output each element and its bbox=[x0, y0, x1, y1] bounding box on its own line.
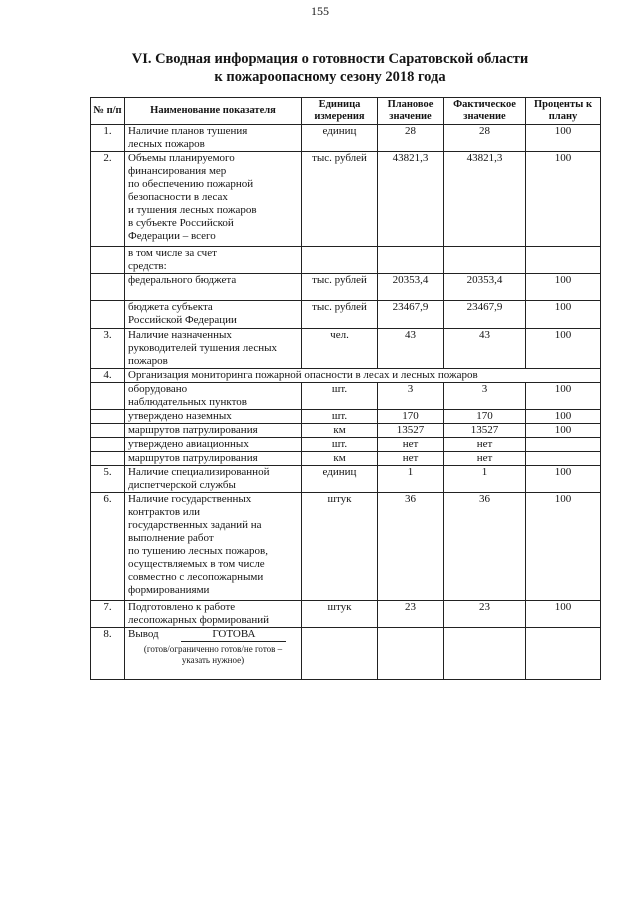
table-row bbox=[91, 301, 601, 329]
conclusion-value: ГОТОВА bbox=[181, 628, 286, 642]
name-line: пожаров bbox=[128, 355, 168, 367]
percent-value bbox=[526, 628, 601, 680]
header-percent: Проценты к плану bbox=[526, 98, 601, 125]
title-line-1: VI. Сводная информация о готовности Саратовской области bbox=[131, 51, 529, 67]
indicator-name: маршрутов патрулирования bbox=[125, 452, 302, 466]
header-fact: Фактическое значение bbox=[444, 98, 526, 125]
fact-value: 43 bbox=[444, 329, 526, 369]
table-row bbox=[91, 383, 601, 410]
name-line: по тушению лесных пожаров, bbox=[128, 545, 268, 557]
name-line: Наличие планов тушения bbox=[128, 125, 248, 137]
plan-value: 170 bbox=[378, 410, 444, 424]
title-line-2: к пожароопасному сезону 2018 года bbox=[214, 69, 446, 85]
fact-value: 28 bbox=[444, 125, 526, 152]
percent-value: 100 bbox=[526, 301, 601, 329]
row-number bbox=[91, 247, 125, 274]
conclusion-cell bbox=[125, 628, 302, 680]
plan-value: 3 bbox=[378, 383, 444, 410]
plan-value: нет bbox=[378, 438, 444, 452]
unit-cell: тыс. рублей bbox=[302, 152, 378, 247]
plan-value: 20353,4 bbox=[378, 274, 444, 301]
fact-value: 170 bbox=[444, 410, 526, 424]
unit-cell: км bbox=[302, 452, 378, 466]
percent-value: 100 bbox=[526, 493, 601, 601]
name-line: Российской Федерации bbox=[128, 314, 237, 326]
unit-cell: штук bbox=[302, 493, 378, 601]
name-line: Наличие назначенных bbox=[128, 329, 232, 341]
fact-value bbox=[444, 628, 526, 680]
table-row bbox=[91, 152, 601, 247]
name-line: финансирования мер bbox=[128, 165, 227, 177]
name-line: Подготовлено к работе bbox=[128, 601, 236, 613]
plan-value: 43 bbox=[378, 329, 444, 369]
percent-value: 100 bbox=[526, 424, 601, 438]
row-number bbox=[91, 452, 125, 466]
percent-value: 100 bbox=[526, 601, 601, 628]
row-number: 6. bbox=[91, 493, 125, 601]
unit-cell: тыс. рублей bbox=[302, 301, 378, 329]
unit-cell: шт. bbox=[302, 410, 378, 424]
indicator-name bbox=[125, 383, 302, 410]
unit-cell: единиц bbox=[302, 125, 378, 152]
unit-cell: штук bbox=[302, 601, 378, 628]
percent-value bbox=[526, 452, 601, 466]
percent-value: 100 bbox=[526, 466, 601, 493]
table-row bbox=[91, 628, 601, 680]
table-row bbox=[91, 493, 601, 601]
indicator-name bbox=[125, 493, 302, 601]
indicator-name: утверждено наземных bbox=[125, 410, 302, 424]
name-line: в субъекте Российской bbox=[128, 217, 234, 229]
row-number bbox=[91, 438, 125, 452]
row-number: 4. bbox=[91, 369, 125, 383]
percent-value: 100 bbox=[526, 125, 601, 152]
percent-value: 100 bbox=[526, 383, 601, 410]
fact-value: 1 bbox=[444, 466, 526, 493]
plan-value: 43821,3 bbox=[378, 152, 444, 247]
conclusion-note bbox=[128, 644, 298, 666]
unit-cell: шт. bbox=[302, 438, 378, 452]
header-plan: Плановое значение bbox=[378, 98, 444, 125]
indicator-name bbox=[125, 125, 302, 152]
indicator-name: маршрутов патрулирования bbox=[125, 424, 302, 438]
unit-cell: тыс. рублей bbox=[302, 274, 378, 301]
plan-value: 36 bbox=[378, 493, 444, 601]
note-line: (готов/ограниченно готов/не готов – bbox=[143, 644, 283, 654]
table-row bbox=[91, 410, 601, 424]
name-line: контрактов или bbox=[128, 506, 201, 518]
indicator-name bbox=[125, 247, 302, 274]
name-line: безопасности в лесах bbox=[128, 191, 228, 203]
name-line: лесопожарных формирований bbox=[128, 614, 270, 626]
plan-value: 1 bbox=[378, 466, 444, 493]
percent-value: 100 bbox=[526, 152, 601, 247]
percent-value bbox=[526, 247, 601, 274]
name-line: оборудовано bbox=[128, 383, 188, 395]
header-unit: Единица измерения bbox=[302, 98, 378, 125]
row-number bbox=[91, 301, 125, 329]
name-line: совместно с лесопожарными bbox=[128, 571, 264, 583]
name-line: лесных пожаров bbox=[128, 138, 205, 150]
plan-value bbox=[378, 628, 444, 680]
name-line: средств: bbox=[128, 260, 167, 272]
note-line: указать нужное) bbox=[181, 655, 245, 665]
indicator-name bbox=[125, 329, 302, 369]
plan-value: 13527 bbox=[378, 424, 444, 438]
table-row bbox=[91, 466, 601, 493]
name-line: осуществляемых в том числе bbox=[128, 558, 265, 570]
header-row bbox=[91, 98, 601, 125]
percent-value: 100 bbox=[526, 329, 601, 369]
fact-value: 23467,9 bbox=[444, 301, 526, 329]
unit-cell: км bbox=[302, 424, 378, 438]
row-number: 3. bbox=[91, 329, 125, 369]
fact-value: 13527 bbox=[444, 424, 526, 438]
unit-cell: чел. bbox=[302, 329, 378, 369]
header-name: Наименование показателя bbox=[125, 98, 302, 125]
table-row bbox=[91, 369, 601, 383]
table-row bbox=[91, 452, 601, 466]
conclusion-line bbox=[128, 628, 298, 642]
name-line: государственных заданий на bbox=[128, 519, 262, 531]
section-heading: Организация мониторинга пожарной опасности в лесах и лесных пожаров bbox=[125, 369, 601, 383]
name-line: руководителей тушения лесных bbox=[128, 342, 278, 354]
table-row bbox=[91, 274, 601, 301]
fact-value: 3 bbox=[444, 383, 526, 410]
name-line: наблюдательных пунктов bbox=[128, 396, 247, 408]
percent-value: 100 bbox=[526, 410, 601, 424]
row-number bbox=[91, 424, 125, 438]
name-line: по обеспечению пожарной bbox=[128, 178, 254, 190]
table-row bbox=[91, 125, 601, 152]
percent-value bbox=[526, 438, 601, 452]
name-line: формированиями bbox=[128, 584, 210, 596]
conclusion-label: Вывод bbox=[128, 628, 159, 640]
row-number bbox=[91, 410, 125, 424]
fact-value: нет bbox=[444, 452, 526, 466]
table-row bbox=[91, 601, 601, 628]
name-line: бюджета субъекта bbox=[128, 301, 213, 313]
document-title bbox=[100, 50, 560, 86]
table-row bbox=[91, 424, 601, 438]
plan-value bbox=[378, 247, 444, 274]
fact-value: 23 bbox=[444, 601, 526, 628]
plan-value: 23 bbox=[378, 601, 444, 628]
row-number: 8. bbox=[91, 628, 125, 680]
readiness-table bbox=[90, 97, 601, 680]
unit-cell: шт. bbox=[302, 383, 378, 410]
unit-cell: единиц bbox=[302, 466, 378, 493]
fact-value bbox=[444, 247, 526, 274]
table-row bbox=[91, 329, 601, 369]
name-line: и тушения лесных пожаров bbox=[128, 204, 257, 216]
indicator-name bbox=[125, 301, 302, 329]
row-number bbox=[91, 274, 125, 301]
unit-cell bbox=[302, 247, 378, 274]
name-line: в том числе за счет bbox=[128, 247, 217, 259]
fact-value: нет bbox=[444, 438, 526, 452]
name-line: выполнение работ bbox=[128, 532, 214, 544]
indicator-name bbox=[125, 152, 302, 247]
name-line: диспетчерской службы bbox=[128, 479, 236, 491]
fact-value: 20353,4 bbox=[444, 274, 526, 301]
indicator-name bbox=[125, 466, 302, 493]
unit-cell bbox=[302, 628, 378, 680]
row-number: 2. bbox=[91, 152, 125, 247]
page-number: 155 bbox=[311, 4, 329, 18]
name-line: Наличие государственных bbox=[128, 493, 252, 505]
table-row bbox=[91, 247, 601, 274]
percent-value: 100 bbox=[526, 274, 601, 301]
name-line: Федерации – всего bbox=[128, 230, 216, 242]
row-number: 1. bbox=[91, 125, 125, 152]
fact-value: 36 bbox=[444, 493, 526, 601]
name-line: Наличие специализированной bbox=[128, 466, 270, 478]
name-line: Объемы планируемого bbox=[128, 152, 235, 164]
indicator-name: федерального бюджета bbox=[125, 274, 302, 301]
fact-value: 43821,3 bbox=[444, 152, 526, 247]
row-number: 7. bbox=[91, 601, 125, 628]
indicator-name: утверждено авиационных bbox=[125, 438, 302, 452]
plan-value: нет bbox=[378, 452, 444, 466]
plan-value: 28 bbox=[378, 125, 444, 152]
plan-value: 23467,9 bbox=[378, 301, 444, 329]
header-num: № п/п bbox=[91, 98, 125, 125]
row-number: 5. bbox=[91, 466, 125, 493]
table-row bbox=[91, 438, 601, 452]
indicator-name bbox=[125, 601, 302, 628]
row-number bbox=[91, 383, 125, 410]
